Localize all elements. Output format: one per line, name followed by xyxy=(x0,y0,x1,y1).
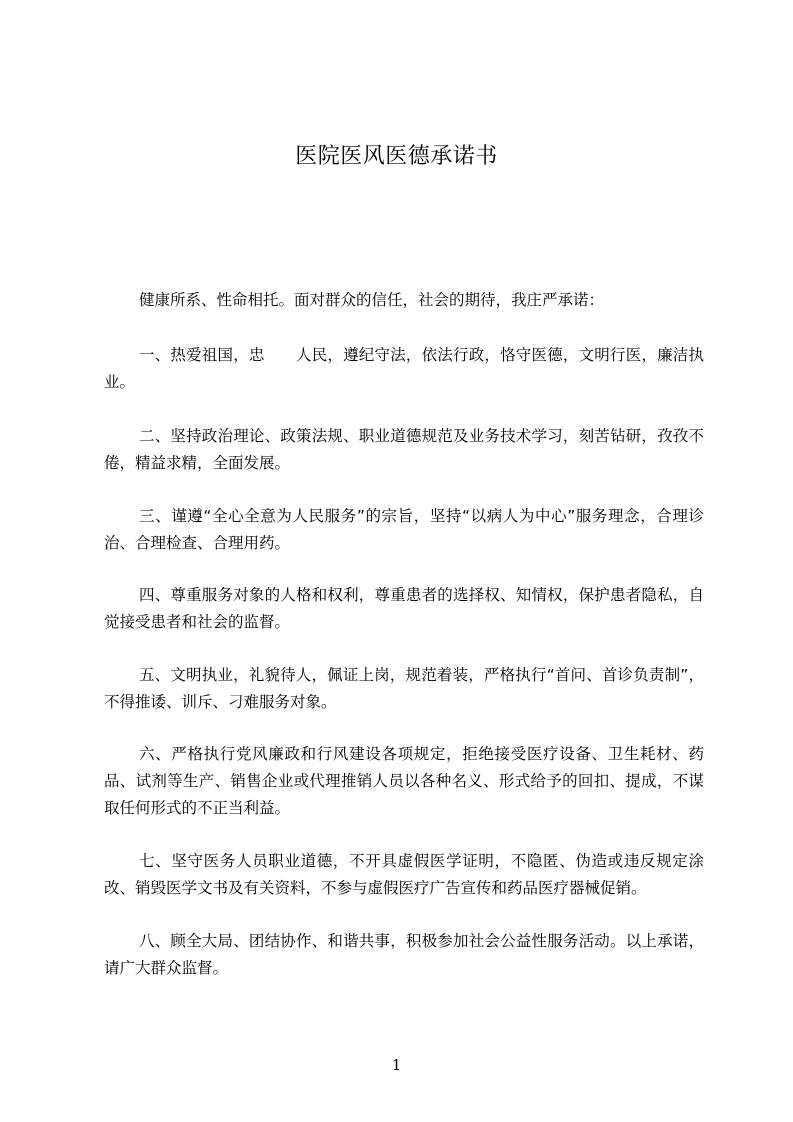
intro-paragraph: 健康所系、性命相托。面对群众的信任，社会的期待，我庄严承诺： xyxy=(139,291,605,309)
clause-1: 一、热爱祖国，忠 人民，遵纪守法，依法行政，恪守医德，文明行医，廉洁执业。 xyxy=(104,346,704,391)
clause-4: 四、尊重服务对象的人格和权利，尊重患者的选择权、知情权，保护患者隐私，自觉接受患者和社会的监督。 xyxy=(104,586,704,631)
clause-2: 二、坚持政治理论、政策法规、职业道德规范及业务技术学习，刻苦钻研，孜孜不倦，精益求精，全面发展。 xyxy=(104,427,704,472)
clause-3: 三、谨遵“全心全意为人民服务”的宗旨，坚持“以病人为中心”服务理念，合理诊治、合理检查、合理用药。 xyxy=(104,507,704,552)
document-title: 医院医风医德承诺书 xyxy=(295,144,498,169)
page-number: 1 xyxy=(391,1056,402,1074)
clause-8: 八、顾全大局、团结协作、和谐共事，积极参加社会公益性服务活动。以上承诺，请广大群众监督。 xyxy=(104,932,704,977)
clause-5: 五、文明执业，礼貌待人，佩证上岗，规范着装，严格执行“首问、首诊负责制”，不得推诿、训斥、刁难服务对象。 xyxy=(104,666,704,711)
clause-6: 六、严格执行党风廉政和行风建设各项规定，拒绝接受医疗设备、卫生耗材、药品、试剂等生产、销售企业或代理推销人员以各种名义、形式给予的回扣、提成，不谋取任何形式的不正当利益。 xyxy=(104,745,704,817)
clause-7: 七、坚守医务人员职业道德，不开具虚假医学证明，不隐匿、伪造或违反规定涂改、销毁医学文书及有关资料，不参与虚假医疗广告宣传和药品医疗器械促销。 xyxy=(104,852,704,897)
